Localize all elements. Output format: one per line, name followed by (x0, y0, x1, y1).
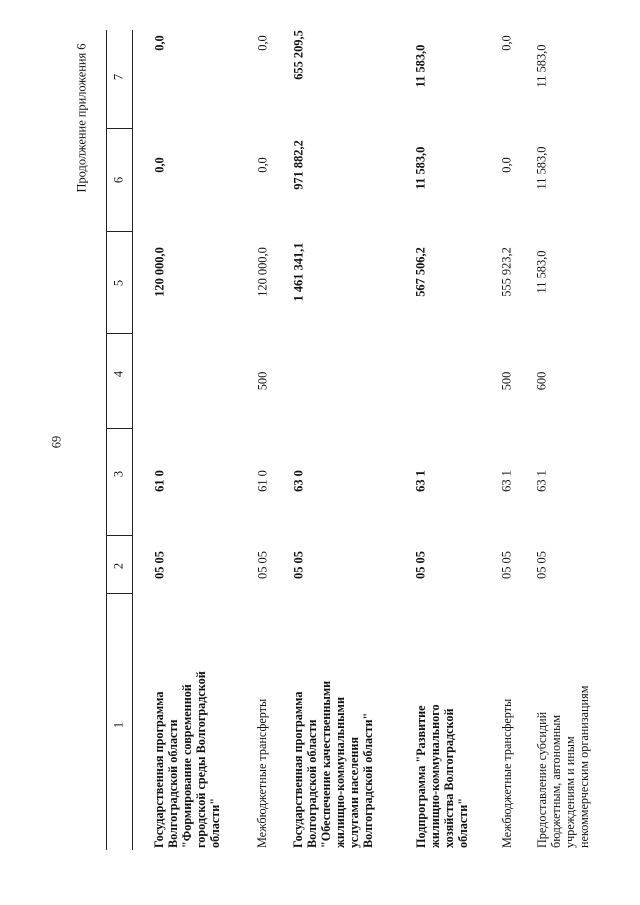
col-sep-1-2 (106, 593, 132, 594)
table-header-top-border (106, 30, 107, 850)
column-header-6: 6 (111, 176, 126, 184)
column-header-2: 2 (111, 562, 126, 570)
col-sep-3-4 (106, 428, 132, 429)
col-sep-6-7 (106, 128, 132, 129)
document-page: 69 Продолжение приложения 6 1 2 3 4 5 6 7 Государственная программа Волгоградской области "Формирование современной городской среды Волгоградской области" 05 05 61 0 120 000,0 0,0 0,0 Межбюджетные трансферты 05 05 61 0 500 120 000,0 0,0 0,0 Государственная программа Волгоградской области "Обеспечение качественными жилищно-коммунальными услугами населения Волгоградской области" 05 05 63 0 1 461 341,1 971 882,2 655 209,5 Подпрограмма "Развитие жилищно-коммунального хозяйства Волгоградской области" 05 05 63 1 567 506,2 11 583,0 11 583,0 Межбюджетные трансферты 05 05 63 1 500 555 923,2 0,0 0,0 Предоставление субсидий бюджетным, автономным учреждениям и иным некоммерческим организациям 05 05 63 1 600 11 583,0 11 583,0 11 583,0 (49, 30, 591, 848)
column-header-3: 3 (111, 470, 126, 478)
col-sep-2-3 (106, 535, 132, 536)
col-sep-5-6 (106, 231, 132, 232)
column-header-1: 1 (111, 721, 126, 729)
appendix-caption: Продолжение приложения 6 (74, 43, 89, 193)
col-sep-4-5 (106, 333, 132, 334)
column-header-4: 4 (111, 370, 126, 378)
column-header-5: 5 (111, 279, 126, 287)
table-header-bottom-border (132, 30, 133, 850)
column-header-7: 7 (111, 73, 126, 81)
page-number: 69 (49, 435, 64, 449)
